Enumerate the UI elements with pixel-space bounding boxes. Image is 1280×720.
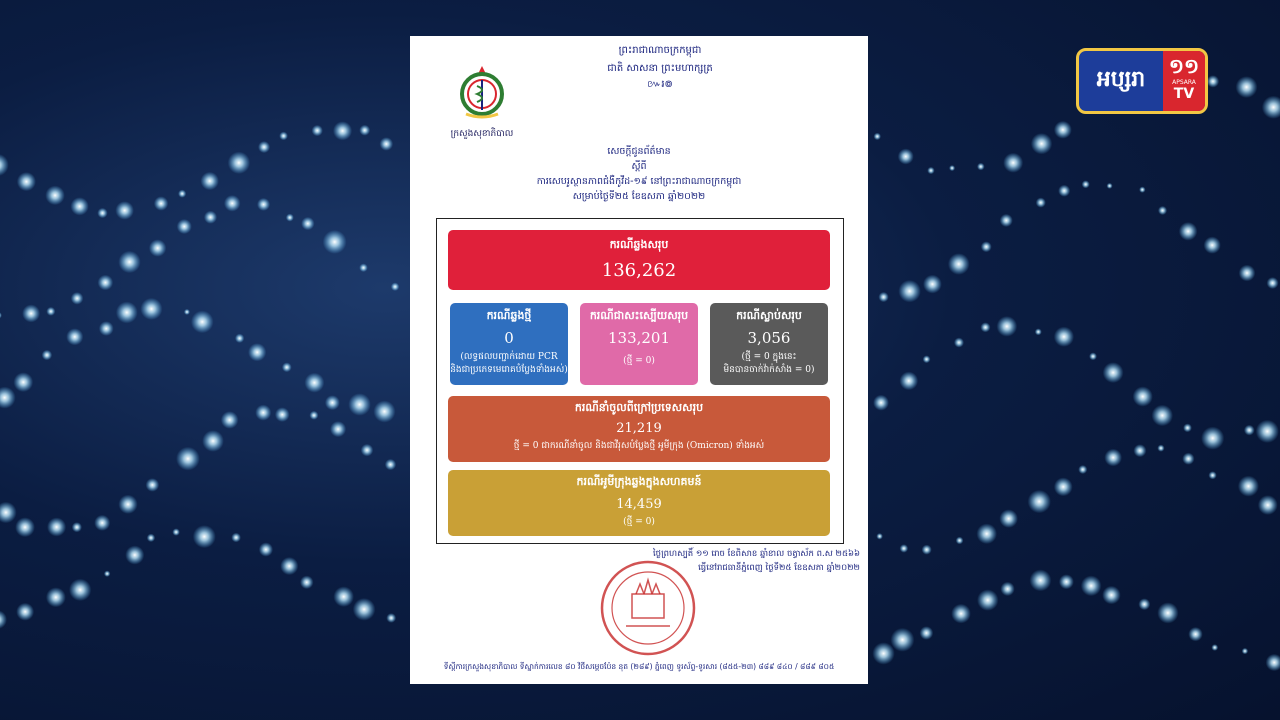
sparkle-dot <box>330 421 346 437</box>
sparkle-dot <box>1000 214 1013 227</box>
sparkle-dot <box>1242 648 1248 654</box>
sparkle-dot <box>1258 495 1278 515</box>
sparkle-dot <box>0 502 17 524</box>
imported-cases-card <box>448 396 830 462</box>
sparkle-dot <box>1089 352 1097 360</box>
apsara-tv-logo <box>1076 48 1208 114</box>
sparkle-dot <box>1078 465 1087 474</box>
sparkle-dot <box>1267 277 1279 289</box>
sparkle-dot <box>1058 185 1070 197</box>
sparkle-dot <box>373 400 395 422</box>
sparkle-dot <box>872 642 894 664</box>
sparkle-dot <box>47 517 66 536</box>
sparkle-dot <box>184 309 190 315</box>
sparkle-dot <box>17 172 36 191</box>
sparkle-dot <box>1054 327 1074 347</box>
sparkle-dot <box>951 604 971 624</box>
sparkle-dot <box>118 495 137 514</box>
sparkle-dot <box>280 557 298 575</box>
sparkle-dot <box>923 275 942 294</box>
sparkle-dot <box>45 186 65 206</box>
sparkle-dot <box>1031 133 1052 154</box>
sparkle-dot <box>1262 96 1280 119</box>
sparkle-dot <box>954 338 964 348</box>
sparkle-dot <box>1207 75 1219 87</box>
sparkle-dot <box>1082 180 1090 188</box>
sparkle-dot <box>1211 644 1218 651</box>
omicron-community-card <box>448 470 830 536</box>
sparkle-dot <box>927 167 934 174</box>
deaths-note-1: (ថ្មី = 0 ក្នុងនេះ <box>741 352 797 362</box>
sparkle-dot <box>301 217 314 230</box>
sparkle-dot <box>1238 476 1259 497</box>
sparkle-dot <box>69 579 91 601</box>
sparkle-dot <box>1183 423 1192 432</box>
sparkle-dot <box>140 298 162 320</box>
title-line-2: ស្តីពី <box>631 161 647 172</box>
new-cases-note-1: (លទ្ធផលបញ្ជាក់ដោយ PCR <box>460 352 558 362</box>
header-ornament: ៚៛៙ <box>647 79 673 90</box>
new-cases-label: ករណីឆ្លងថ្មី <box>486 309 532 322</box>
sparkle-dot <box>286 214 294 222</box>
sparkle-dot <box>0 312 2 319</box>
sparkle-dot <box>304 373 324 393</box>
sparkle-dot <box>898 148 914 164</box>
sparkle-dot <box>231 533 241 543</box>
sparkle-dot <box>1239 265 1256 282</box>
sparkle-dot <box>66 328 83 345</box>
sparkle-dot <box>72 522 82 532</box>
sparkle-dot <box>224 195 241 212</box>
sparkle-dot <box>154 196 168 210</box>
sparkle-dot <box>149 239 166 256</box>
sparkle-dot <box>104 570 110 576</box>
sparkle-dot <box>248 343 266 361</box>
title-line-1: សេចក្តីជូនព័ត៌មាន <box>607 146 671 157</box>
imported-value: 21,219 <box>616 421 662 436</box>
sparkle-dot <box>922 545 932 555</box>
sparkle-dot <box>46 587 66 607</box>
sparkle-dot <box>22 304 40 322</box>
sparkle-dot <box>1081 576 1102 597</box>
sparkle-dot <box>97 208 107 218</box>
sparkle-dot <box>147 534 155 542</box>
official-stamp-seal <box>598 558 698 658</box>
sparkle-dot <box>878 292 888 302</box>
sparkle-dot <box>125 546 144 565</box>
ministry-name: ក្រសួងសុខាភិបាល <box>450 129 514 139</box>
sparkle-dot <box>178 190 186 198</box>
sparkle-dot <box>204 211 217 224</box>
sparkle-dot <box>359 263 368 272</box>
sparkle-dot <box>980 322 990 332</box>
deaths-card <box>710 303 828 385</box>
ministry-address: ទីស្តីការក្រសួងសុខាភិបាល ទីស្នាក់ការលេខ ៨០ វិថីសម្តេចប៉ែន នុត (២៨៩) ភ្នំពេញ ទូរស័ព្ទ-ទូរសារ (៨៥៥-២៣) ៨៨៩ ៨៤០ / ៨៨៩ ៨០៥ <box>443 662 835 671</box>
sparkle-dot <box>923 355 931 363</box>
sparkle-dot <box>1152 405 1173 426</box>
sparkle-dot <box>956 537 964 545</box>
new-cases-value: 0 <box>504 329 514 347</box>
total-cases-value: 136,262 <box>601 260 677 281</box>
sparkle-dot <box>1054 477 1073 496</box>
sparkle-dot <box>279 132 288 141</box>
sparkle-dot <box>977 589 998 610</box>
sparkle-dot <box>221 411 239 429</box>
sparkle-dot <box>1139 186 1145 192</box>
sparkle-dot <box>202 430 224 452</box>
sparkle-dot <box>1158 206 1167 215</box>
total-cases-card <box>448 230 830 290</box>
national-motto: ជាតិ សាសនា ព្រះមហាក្សត្រ <box>607 63 713 74</box>
ministry-emblem <box>456 62 508 120</box>
sparkle-dot <box>1133 386 1153 406</box>
recovered-note: (ថ្មី = 0) <box>623 356 655 366</box>
sparkle-dot <box>981 241 992 252</box>
sparkle-dot <box>977 163 985 171</box>
press-release-document <box>410 36 868 684</box>
sparkle-dot <box>235 334 244 343</box>
sparkle-dot <box>1204 237 1221 254</box>
sparkle-dot <box>1103 362 1124 383</box>
recovered-label: ករណីជាសះស្បើយសរុប <box>589 309 689 322</box>
sparkle-dot <box>876 533 883 540</box>
sparkle-dot <box>257 198 270 211</box>
sparkle-dot <box>228 152 250 174</box>
sparkle-dot <box>13 372 33 392</box>
sparkle-dot <box>172 528 180 536</box>
sparkle-dot <box>176 447 200 471</box>
sparkle-dot <box>258 141 270 153</box>
lunar-date-line: ថ្ងៃព្រហស្បតិ៍ ១១ រោច ខែពិសាខ ឆ្នាំខាល ចត្វាស័ក ព.ស ២៥៦៦ <box>652 549 860 559</box>
sparkle-dot <box>361 444 374 457</box>
sparkle-dot <box>1179 222 1198 241</box>
sparkle-dot <box>259 542 273 556</box>
sparkle-dot <box>0 387 16 409</box>
sparkle-dot <box>976 524 997 545</box>
sparkle-dot <box>46 307 55 316</box>
sparkle-dot <box>282 362 292 372</box>
sparkle-dot <box>193 525 216 548</box>
sparkle-dot <box>1244 425 1255 436</box>
recovered-value: 133,201 <box>607 329 671 347</box>
channel-name: អប្សរា <box>1096 67 1146 92</box>
new-cases-card <box>450 303 568 385</box>
sparkle-dot <box>1000 582 1014 596</box>
sparkle-dot <box>359 125 370 136</box>
sparkle-dot <box>1157 602 1178 623</box>
sparkle-dot <box>300 576 313 589</box>
sparkle-dot <box>1138 598 1150 610</box>
sparkle-dot <box>1208 471 1216 479</box>
document-title <box>480 144 798 204</box>
sparkle-dot <box>391 282 399 290</box>
sparkle-dot <box>949 165 955 171</box>
sparkle-dot <box>201 172 219 190</box>
sparkle-dot <box>1059 574 1074 589</box>
sparkle-dot <box>146 478 160 492</box>
sparkle-dot <box>1188 627 1202 641</box>
sparkle-dot <box>0 154 9 177</box>
deaths-note-2: មិនបានចាក់វ៉ាក់សាំង = 0) <box>723 365 815 375</box>
new-cases-note-2: និងជាប្រភេទមេរោគបំប្លែងទាំងអស់) <box>450 365 568 375</box>
sparkle-dot <box>1157 445 1164 452</box>
sparkle-dot <box>42 350 52 360</box>
sparkle-dot <box>999 509 1018 528</box>
sparkle-dot <box>1266 654 1280 671</box>
omicron-label: ករណីអូមីក្រុងឆ្លងក្នុងសហគមន៍ <box>576 475 702 488</box>
kingdom-title: ព្រះរាជាណាចក្រកម្ពុជា <box>618 45 702 56</box>
sparkle-dot <box>1028 490 1051 513</box>
sparkle-dot <box>348 393 371 416</box>
imported-note: ថ្មី = 0 ជាករណីនាំចូល និងជាវីរុសបំប្លែងថ្មី អូមីក្រុង (Omicron) ទាំងអស់ <box>513 441 765 451</box>
sparkle-dot <box>99 321 114 336</box>
sparkle-dot <box>920 626 934 640</box>
sparkle-dot <box>333 586 354 607</box>
omicron-value: 14,459 <box>616 497 662 512</box>
sparkle-dot <box>323 230 347 254</box>
title-line-3: ការសេបរូស្ថានភាពជំងឺកូវីដ-១៩ នៅព្រះរាជាណាចក្រកម្ពុជា <box>536 176 742 187</box>
channel-subname: APSARA <box>1172 79 1196 86</box>
sparkle-dot <box>898 280 920 302</box>
sparkle-dot <box>312 125 323 136</box>
sparkle-dot <box>98 275 114 291</box>
sparkle-dot <box>899 372 918 391</box>
sparkle-dot <box>1104 449 1122 467</box>
sparkle-dot <box>16 603 34 621</box>
channel-number: ១១ <box>1168 54 1200 78</box>
sparkle-dot <box>1054 121 1072 139</box>
sparkle-dot <box>275 407 290 422</box>
sparkle-dot <box>1035 328 1042 335</box>
sparkle-dot <box>891 628 915 652</box>
sparkle-dot <box>255 405 271 421</box>
sparkle-dot <box>948 253 970 275</box>
sparkle-dot <box>353 598 376 621</box>
sparkle-dot <box>71 292 84 305</box>
sparkle-dot <box>0 610 7 629</box>
sparkle-dot <box>873 395 889 411</box>
sparkle-dot <box>116 302 138 324</box>
sparkle-dot <box>177 219 192 234</box>
sparkle-dot <box>385 459 396 470</box>
sparkle-dot <box>900 544 909 553</box>
channel-number-panel <box>1163 51 1205 111</box>
sparkle-dot <box>1133 444 1146 457</box>
sparkle-dot <box>386 613 396 623</box>
deaths-label: ករណីស្លាប់សរុប <box>736 309 802 322</box>
sparkle-dot <box>191 311 214 334</box>
channel-tv: TV <box>1173 86 1195 102</box>
sparkle-dot <box>1201 427 1224 450</box>
sparkle-dot <box>1107 183 1113 189</box>
sparkle-dot <box>15 517 35 537</box>
sparkle-dot <box>1102 586 1120 604</box>
deaths-value: 3,056 <box>747 329 791 347</box>
sparkle-dot <box>1236 76 1258 98</box>
sparkle-dot <box>333 121 352 140</box>
sparkle-dot <box>118 251 140 273</box>
total-cases-label: ករណីឆ្លងសរុប <box>609 238 669 251</box>
sparkle-dot <box>325 395 340 410</box>
sparkle-dot <box>115 201 134 220</box>
sparkle-dot <box>1030 569 1052 591</box>
sparkle-dot <box>309 411 318 420</box>
sparkle-dot <box>380 137 394 151</box>
sparkle-dot <box>94 515 110 531</box>
issue-date-line: ធ្វើនៅរាជធានីភ្នំពេញ ថ្ងៃទី២៥ ខែឧសភា ឆ្នាំ២០២២ <box>698 563 860 573</box>
recovered-card <box>580 303 698 385</box>
omicron-note: (ថ្មី = 0) <box>623 517 655 527</box>
imported-label: ករណីនាំចូលពីក្រៅប្រទេសសរុប <box>574 401 704 414</box>
title-line-4: សម្រាប់ថ្ងៃទី២៥ ខែឧសភា ឆ្នាំ២០២២ <box>572 191 706 202</box>
sparkle-dot <box>1036 198 1046 208</box>
sparkle-dot <box>874 133 881 140</box>
sparkle-dot <box>997 316 1018 337</box>
sparkle-dot <box>70 197 88 215</box>
sparkle-dot <box>1003 153 1023 173</box>
sparkle-dot <box>1256 420 1279 443</box>
sparkle-dot <box>1182 453 1194 465</box>
